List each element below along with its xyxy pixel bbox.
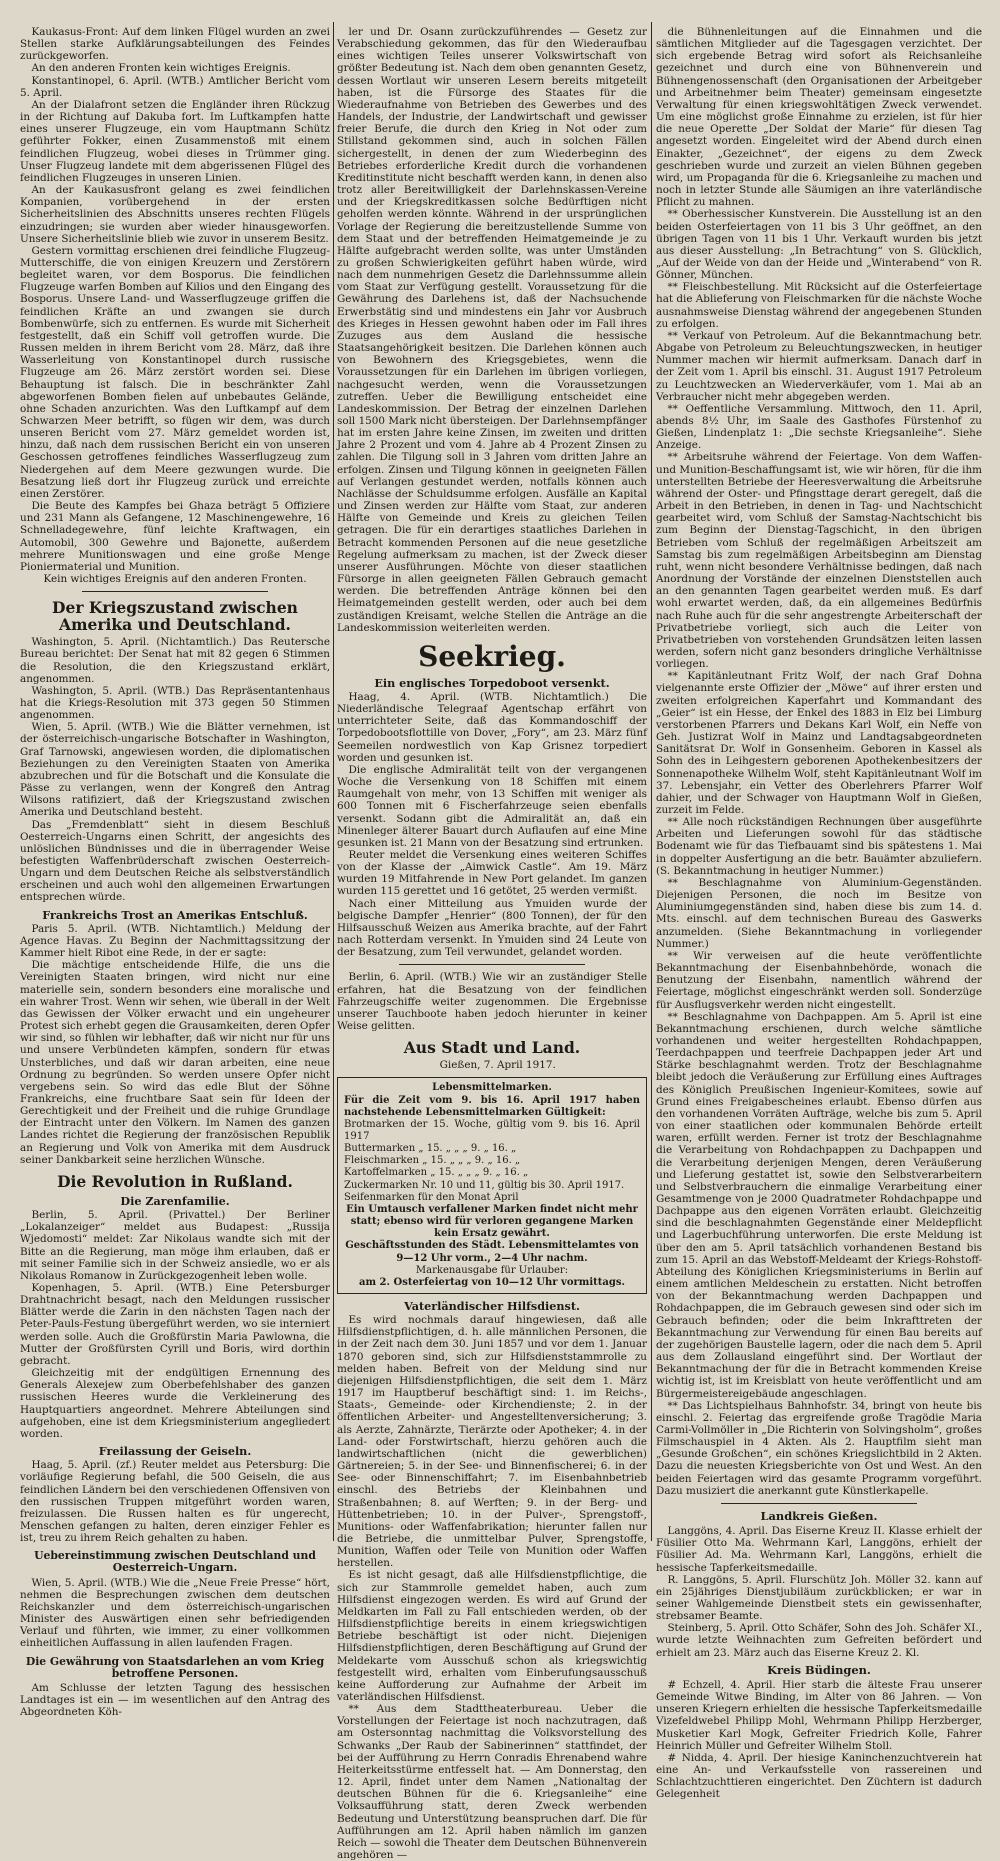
headline-landkreis: Landkreis Gießen. <box>760 1508 878 1523</box>
article-paragraph: Paris 5. April. (WTB. Nichtamtlich.) Meldung der Agence Havas. Zu Beginn der Nachmittagssitzung der Kammer hielt Ribot eine Rede, in der er sagte: <box>20 922 330 960</box>
dateline: Gießen, 7. April 1917. <box>439 1059 556 1072</box>
article-paragraph: Gleichzeitig mit der endgültigen Ernennung des Generals Alexejew zum Oberbefehlshaber des ganzen russischen Heeres wurde die Verkleinerung des Hauptquartiers angeordnet. Mehrere Abteilungen sind aufgehoben, eine ist dem Kriegsministerium angegliedert worden. <box>20 1367 330 1440</box>
article-paragraph: R. Langgöns, 5. April. Flurschütz Joh. Möller 32. kann auf ein 25jähriges Dienstjubiläum zurückblicken; er war in seiner Wahlgemeinde Dienstbeit stets ein gewissenhafter, strebsamer Beamte. <box>656 1573 982 1623</box>
article-paragraph: Nach einer Mitteilung aus Ymuiden wurde der belgische Dampfer „Henrier“ (800 Tonnen), der für den Hilfsausschuß Weizen aus Amerika brachte, auf der Fahrt nach Rotterdam versenkt. In Ymuiden sind 24 Leute von der Besatzung, zum Teil verwundet, gelandet worden. <box>337 897 647 959</box>
separator <box>82 591 268 592</box>
article-paragraph: Haag, 4. April. (WTB. Nichtamtlich.) Die Niederländische Telegraaf Agentschap erfährt von unterrichteter Seite, daß das Kommandoschiff der Torpedobootsflottille von Dover, „Fory“, am 23. März fünf Seemeilen nordwestlich von Kap Grisnez torpediert worden und gesunken ist. <box>337 690 647 764</box>
article-paragraph: ** Kapitänleutnant Fritz Wolf, der nach Graf Dohna vielgenannte erste Offizier der „Möwe“ auf ihrer ersten und zweiten erfolgreichen Kaperfahrt und Kommandant des „Geier“ ist ein Hesse, der Enkel des 1883 in Elz bei Limburg verstorbenen Pfarrers und Dekans Karl Wolf, ein Neffe von Geh. Justizrat Wolf in Mainz und Landtagsabgeordneten Sanitätsrat Dr. Wolf in Gonsenheim. Geboren in Kassel als Sohn des in Leihgestern geborenen Apothekenbesitzers der Sonnenapotheke Wilhelm Wolf, steht Kapitänleutnant Wolf im 37. Lebensjahr, ein Vetter des Oberlehrers Pfarrer Wolf dahier, und der Schwager von Hauptmann Wolf in Gießen, zurzeit im Felde. <box>656 670 982 816</box>
box-row: Brotmarken der 15. Woche, gültig vom 9. bis 16. April 1917 <box>344 1118 640 1142</box>
article-paragraph: ** Fleischbestellung. Mit Rücksicht auf die Osterfeiertage hat die Ablieferung von Fleischmarken für die nächste Woche ausnahmsweise Dienstag während der angegebenen Stunden zu erfolgen. <box>656 281 982 330</box>
article-paragraph: Es wird nochmals darauf hingewiesen, daß alle Hilfsdienstpflichtigen, d. h. alle männlichen Personen, die in der Zeit nach dem 30. Juni 1857 und vor dem 1. Januar 1870 geboren sind, sich zur Hilfsdienststammrolle zu melden haben. Befreit von der Meldung sind nur diejenigen Hilfsdienstpflichtigen, die seit dem 1. März 1917 im Hauptberuf beschäftigt sind: 1. im Reichs-, Staats-, Gemeinde- oder Kirchendienste; 2. in der öffentlichen Arbeiter- und Angestelltenversicherung; 3. als Aerzte, Zahnärzte, Tierärzte oder Apotheker; 4. in der Land- oder Forstwirtschaft, hierzu gehören auch die landwirtschaftlichen (nicht die gewerblichen) Gärtnereien; 5. in der See- und Binnenfischerei; 6. in der See- oder Binnenschiffahrt; 7. im Eisenbahnbetrieb einschl. des Betriebs der Kleinbahnen und Straßenbahnen; 8. auf Werften; 9. in der Berg- und Hüttenbetrieben; 10. in der Pulver-, Sprengstoff-, Munitions- oder Waffenfabrikation; hierunter fallen nur die Betriebe, die unmittelbar Pulver, Sprengstoffe, Munition, Waffen oder Teile von Munition oder Waffen herstellen. <box>337 1314 647 1570</box>
article-paragraph: Gestern vormittag erschienen drei feindliche Flugzeug-Mutterschiffe, die von einigen Kreuzern und Zerstörern begleitet waren, vor dem Bosporus. Die feindlichen Flugzeuge warfen Bomben auf Kilios und den Eingang des Bosporus. Unsere Land- und Wasserflugzeuge griffen die feindlichen Kräfte an und zwangen sie durch Bombenwürfe, sich zu entfernen. Es wurde mit Sicherheit festgestellt, daß ein Schiff voll getroffen wurde. Die Russen melden in ihrem Bericht vom 28. März, daß ihre Wasserleitung von Konstantinopel durch russische Flugzeuge am 26. März zerstört worden sei. Diese Behauptung ist falsch. Die in beschränkter Zahl abgeworfenen Bomben fielen auf unbebautes Gelände, ohne Schaden anzurichten. Was den Luftkampf auf dem Schwarzen Meer betrifft, so fügen wir dem, was durch unseren Bericht vom 27. März gemeldet worden ist, hinzu, daß nach dem russischen Bericht ein von unseren Geschossen getroffenes feindliches Wasserflugzeug zum Niedergehen auf dem Meere gezwungen wurde. Die Besatzung ließ dort ihr Flugzeug zurück und erreichte einen Zerstörer. <box>20 244 330 500</box>
column-left <box>20 26 330 1719</box>
article-paragraph: Am Schlusse der letzten Tagung des hessischen Landtages ist ein — im wesentlichen auf den Antrag des Abgeordneten Köh- <box>20 1681 330 1719</box>
article-paragraph: ** Verkauf von Petroleum. Auf die Bekanntmachung betr. Abgabe von Petroleum zu Beleuchtungszwecken, in heutiger Nummer machen wir hiermit aufmerksam. Danach darf in der Zeit vom 1. April bis einschl. 31. August 1917 Petroleum zu Leuchtzwecken an Wiederverkäufer, vom 1. Mai ab an Verbraucher nicht mehr abgegeben werden. <box>656 329 982 403</box>
box-title: Lebensmittelmarken. <box>432 1082 552 1094</box>
article-paragraph: Wien, 5. April. (WTB.) Wie die „Neue Freie Presse“ hört, nehmen die Besprechungen zwischen dem deutschen Reichskanzler und dem österreichisch-ungarischen Minister des Auswärtigen einen sehr befriedigenden Verlauf und führten, wie immer, zu einer vollkommen einheitlichen Auffassung in allen laufenden Fragen. <box>20 1576 330 1650</box>
article-paragraph: Die englische Admiralität teilt von der vergangenen Woche die Versenkung von 18 Schiffen mit einem Raumgehalt von mehr, von 13 Schiffen mit weniger als 600 Tonnen mit 6 Fischerfahrzeuge seien ebenfalls versenkt. Sodann gibt die Admiralität an, daß ein Minenleger älterer Bauart durch Auflaufen auf eine Mine gesunken ist. 21 Mann von der Besatzung sind ertrunken. <box>337 763 647 849</box>
article-paragraph: die Bühnenleitungen auf die Einnahmen und die sämtlichen Mitglieder auf die Tagesgagen verzichtet. Der sich ergebende Betrag wird sofort als Reichsanleihe gezeichnet und durch eine von Bühnenverein und Bühnengenossenschaft (den Organisationen der Arbeitgeber und Arbeitnehmer beim Theater) gemeinsam eingesetzte Verwaltung für einen kriegswohltätigen Zweck verwendet. Um eine möglichst große Einnahme zu erzielen, ist für hier die neue Operette „Der Soldat der Marie“ für diesen Tag angesetzt worden. Eingeleitet wird der Abend durch einen Einakter, „Gezeichnet“, der eigens zu dem Zweck geschrieben wurde und zurzeit an vielen Bühnen gegeben wird, um Propaganda für die 6. Kriegsanleihe zu machen und noch in letzter Stunde alle Säumigen an ihre vaterländische Pflicht zu mahnen. <box>656 26 982 209</box>
subheading-uebereinstimmung: Uebereinstimmung zwischen Deutschland und Oesterreich-Ungarn. <box>34 1549 316 1575</box>
subheading-torpedoboot: Ein englisches Torpedoboot versenkt. <box>374 675 610 690</box>
article-paragraph: An den anderen Fronten kein wichtiges Ereignis. <box>31 62 291 75</box>
article-paragraph: Das „Fremdenblatt“ sieht in diesem Beschluß Oesterreich-Ungarns einen Schritt, der angesichts des unlöslichen Bündnisses und die in überragender Weise befestigten Waffenbrüderschaft zwischen Oesterreich-Ungarn und dem Deutschen Reiche als selbstverständlich erscheinen und auch wohl den allgemeinen Erwartungen entsprechen würde. <box>20 818 330 904</box>
column-divider <box>333 22 334 1541</box>
article-paragraph: ** Aus dem Stadttheaterbureau. Ueber die Vorstellungen der Feiertage ist noch nachzutragen, daß am Ostersonntag nachmittag die Volksvorstellung des Schwanks „Der Raub der Sabinerinnen“ stattfindet, der bei der Aufführung zu Herrn Conradis Ehrenabend wahre Heiterkeitsstürme entfesselt hat. — Am Donnerstag, den 12. April, findet unter dem Namen „Nationaltag der deutschen Bühnen für die 6. Kriegsanleihe“ eine Volksaufführung statt, deren Zweck werbenden Bedeutung und Unterstützung beanspruchen darf. Die für Aufführungen am 12. April haben nämlich im ganzen Reich — sowohl die Theater dem Deutschen Bühnenverein angehören — <box>337 1703 647 1861</box>
article-paragraph: An der Dialafront setzen die Engländer ihren Rückzug in der Richtung auf Dakuba fort. Im Luftkampfen hatte eines unserer Flugzeuge, ein vom Hauptmann Schütz geführter Fokker, einen Zusammenstoß mit einem feindlichen Flugzeug, wobei dieses in Trümmer ging. Unser Flugzeug landete mit dem abgerissenen Flügel des feindlichen Flugzeuges in unseren Linien. <box>20 98 330 184</box>
article-paragraph: ** Oeffentliche Versammlung. Mittwoch, den 11. April, abends 8½ Uhr, im Saale des Gasthofes Fürstenhof zu Gießen, Lindenplatz 1: „Die sechste Kriegsanleihe“. Siehe Anzeige. <box>656 402 982 452</box>
separator <box>399 964 585 965</box>
article-paragraph: # Echzell, 4. April. Hier starb die älteste Frau unserer Gemeinde Witwe Binding, im Alter von 86 Jahren. — Von unseren Kriegern erhielten die hessische Tapferkeitsmedaille Vizefeldwebel Philipp Mohl, Wehrmann Philipp Herzberger, Musketier Karl Mogk, Gefreiter Friedrich Kolle, Fahrer Heinrich Müller und Gefreiter Wilhelm Stoll. <box>656 1678 982 1752</box>
column-right <box>656 26 982 1801</box>
article-paragraph: Reuter meldet die Versenkung eines weiteren Schiffes von der Klasse der „Aimwick Castle“. Am 19. März wurden 19 Mitfahrende in New Port gelandet. Im ganzen wurden 115 gerettet und 16 getötet, 25 werden vermißt. <box>337 849 647 898</box>
article-paragraph: An der Kaukasusfront gelang es zwei feindlichen Kompanien, vorübergehend in der ersten Sicherheitslinien des Abschnitts unseres rechten Flügels einzudringen; sie wurden aber wieder hinausgeworfen. Unsere Sicherheitslinie blieb wie zuvor in unserem Besitz. <box>20 184 330 245</box>
box-row: Kartoffelmarken „ 15. „ „ „ 9. „ 16. „ <box>344 1167 529 1179</box>
article-paragraph: Washington, 5. April. (WTB.) Das Repräsentantenhaus hat die Kriegs-Resolution mit 373 gegen 50 Stimmen angenommen. <box>20 684 330 722</box>
headline-revolution: Die Revolution in Rußland. <box>57 1171 293 1191</box>
headline-buedingen: Kreis Büdingen. <box>767 1662 871 1677</box>
article-paragraph: Die Beute des Kampfes bei Ghaza beträgt 5 Offiziere und 231 Mann als Gefangene, 12 Maschinengewehre, 16 Schnelladegewehre, fünf leichte Kraftwagen, ein Automobil, 300 Gewehre und Bajonette, außerdem mehrere Munitionswagen und eine große Menge Pioniermaterial und Munition. <box>20 500 330 573</box>
article-paragraph: Kaukasus-Front: Auf dem linken Flügel wurden an zwei Stellen starke Aufklärungsabteilungen des Feindes zurückgeworfen. <box>20 26 330 63</box>
box-note: Ein Umtausch verfallener Marken findet nicht mehr statt; ebenso wird für verloren gegangene Marken kein Ersatz gewährt. <box>346 1203 638 1240</box>
headline-seekrieg: Seekrieg. <box>418 639 566 673</box>
article-paragraph: ** Alle noch rückständigen Rechnungen über ausgeführte Arbeiten und Lieferungen sowohl für das städtische Bodenamt wie für das Tiefbauamt sind bis spätestens 1. Mai in doppelter Ausfertigung an die betr. Bauämter abzuliefern. (S. Bekanntmachung in heutiger Nummer.) <box>656 816 982 877</box>
article-paragraph: ** Beschlagnahme von Aluminium-Gegenständen. Diejenigen Personen, die noch im Besitze von Aluminiumgegenständen sind, haben diese bis zum 14. d. Mts. einschl. auf dem technischen Bureau des Gaswerks anzumelden. (Siehe Bekanntmachung in vorliegender Nummer.) <box>656 876 982 950</box>
box-note: Markenausgabe für Urlauber: <box>415 1264 569 1276</box>
subheading-hilfsdienst: Vaterländischer Hilfsdienst. <box>404 1299 580 1313</box>
box-row: Fleischmarken „ 15. „ „ „ 9. „ 16. „ <box>344 1155 521 1167</box>
article-paragraph: Steinberg, 5. April. Otto Schäfer, Sohn des Joh. Schäfer XI., wurde letzte Weihnachten zum Gefreiten befördert und erhielt am 23. März auch das Eiserne Kreuz 2. Kl. <box>656 1622 982 1659</box>
article-paragraph: Kein wichtiges Ereignis auf den anderen Fronten. <box>43 573 307 586</box>
article-paragraph: # Nidda, 4. April. Der hiesige Kaninchenzuchtverein hat eine An- und Verkaufsstelle von rassereinen und Schlachtzuchttieren eingerichtet. Den Züchtern ist dadurch Gelegenheit <box>656 1751 982 1801</box>
box-row: Zuckermarken Nr. 10 und 11, gültig bis 30. April 1917. <box>344 1179 625 1191</box>
article-paragraph: ** Wir verweisen auf die heute veröffentlichte Bekanntmachung der Eisenbahnbehörde, wonach die Benutzung der Eisenbahn, namentlich während der Feiertage, möglichst eingeschränkt werden soll. Sonderzüge für Ausflugsverkehr werden nicht eingestellt. <box>656 949 982 1011</box>
headline-amerika: Der Kriegszustand zwischen Amerika und Deutschland. <box>52 598 298 635</box>
article-paragraph: Berlin, 6. April. (WTB.) Wie wir an zuständiger Stelle erfahren, hat die Besatzung von der feindlichen Fahrzeugschiffe weiter zugenommen. Die Ergebnisse unserer Tauchboote haben jedoch hierunter in keiner Weise gelitten. <box>337 971 647 1033</box>
column-divider <box>651 22 652 1541</box>
article-paragraph: Konstantinopel, 6. April. (WTB.) Amtlicher Bericht vom 5. April. <box>20 74 330 99</box>
article-paragraph: Die mächtige entscheidende Hilfe, die uns die Vereinigten Staaten bringen, wird nicht nur eine materielle sein, sondern besonders eine moralische und ein wahrer Trost. Wenn wir sehen, wie überall in der Welt das Gewissen der Völker erwacht und ein ungeheurer Protest sich erhebt gegen die Grausamkeiten, deren Opfer wir sind, so fühlen wir lebhafter, daß wir nicht nur für uns und unsere Verbündeten kämpfen, sondern für etwas Unsterbliches, und daß wir daran arbeiten, eine neue Ordnung zu begründen. So werden unsere Opfer nicht vergebens sein. So wird das edle Blut der Söhne Frankreichs, eine fruchtbare Saat sein für Ideen der Gerechtigkeit und der Freiheit und die ruhige Grundlage der Eintracht unter den Völkern. Im Namen des ganzen Landes richtet die Regierung der französischen Republik an Regierung und Volk von Amerika mit dem Ausdruck seiner Dankbarkeit seine herzlichen Wünsche. <box>20 959 330 1166</box>
article-paragraph: Haag, 5. April. (zf.) Reuter meldet aus Petersburg: Die vorläufige Regierung befahl, die 500 Geiseln, die aus feindlichen Ländern bei den verschiedenen Offensiven von den russischen Truppen mitgeführt worden waren, freizulassen. Die Russen halten es für ungerecht, Menschen gefangen zu halten, deren einziger Fehler es ist, treu zu ihrem Reich gehalten zu haben. <box>20 1459 330 1545</box>
subheading-gewaehrung: Die Gewährung von Staatsdarlehen an vom Krieg betroffene Personen. <box>25 1654 325 1680</box>
box-note: Geschäftsstunden des Städt. Lebensmittelamtes von 9—12 Uhr vorm., 2—4 Uhr nachm. <box>345 1240 639 1264</box>
article-paragraph: ** Das Lichtspielhaus Bahnhofstr. 34, bringt von heute bis einschl. 2. Feiertag das ergreifende große Tragödie Maria Carmi-Vollmöller in „Die Richterin von Solvingsholm“, großes Filmschauspiel in 4 Akten. Als 2. Hauptfilm sieht man „Gesunde Großchen“, ein schönes Kriegslichtbild in 2 Akten. Dazu die neuesten Kriegsberichte von Ost und West. An den beiden Feiertagen wird das gesamte Programm vorgeführt. Dazu musiziert die anerkannt gute Künstlerkapelle. <box>656 1399 982 1497</box>
article-paragraph: Berlin, 5. April. (Privattel.) Der Berliner „Lokalanzeiger“ meldet aus Budapest: „Russija Wjedomosti“ meldet: Zar Nikolaus wandte sich mit der Bitte an die Regierung, man möge ihm erlauben, daß er mit seiner Familie sich in der Schweiz ansiedle, wo er als Nikolaus Romanow in Zurückgezogenheit leben wolle. <box>20 1209 330 1282</box>
article-paragraph: Es ist nicht gesagt, daß alle Hilfsdienstpflichtige, die sich zur Stammrolle gemeldet haben, auch zum Hilfsdienst eingezogen werden. Es wird auf Grund der Meldkarten im Fall zu Fall entschieden werden, ob der Hilfsdienstpflichtige bereits in einem kriegswichtigen Betriebe beschäftigt ist oder nicht. Diejenigen Hilfsdienstpflichtigen, deren Beschäftigung auf Grund der Meldekarte vom Ausschuß schon als kriegswichtig festgestellt wird, erhalten vom Einberufungsausschuß keine Aufforderung zur Aufnahme der Arbeit im vaterländischen Hilfsdienst. <box>337 1569 647 1703</box>
article-paragraph: ** Oberhessischer Kunstverein. Die Ausstellung ist an den beiden Osterfeiertagen von 11 bis 3 Uhr geöffnet, an den übrigen Tagen von 11 bis 1 Uhr. Verkauft wurden bis jetzt aus dieser Ausstellung: „In Betrachtung“ von S. Glücklich, „Auf der Weide von dan der Heide und „Winterabend“ von R. Gönner, München. <box>656 208 982 282</box>
box-intro: Für die Zeit vom 9. bis 16. April 1917 haben nachstehende Lebensmittelmarken Gültigkeit: <box>344 1094 640 1118</box>
box-note: am 2. Osterfeiertag von 10—12 Uhr vormittags. <box>359 1276 625 1288</box>
article-paragraph: Kopenhagen, 5. April. (WTB.) Eine Petersburger Drahtnachricht besagt, nach den Meldungen russischer Blätter werde die Zarin in den nächsten Tagen nach der Peter-Pauls-Festung übergeführt werden, wo sie interniert werden solle. Auch die Großfürstin Maria Pawlowna, die Mutter der Großfürsten Cyrill und Boris, wird dorthin gebracht. <box>20 1282 330 1367</box>
subheading-frankreich: Frankreichs Trost an Amerikas Entschluß. <box>42 907 308 922</box>
article-paragraph: ler und Dr. Osann zurückzuführendes — Gesetz zur Verabschiedung gekommen, das für den Wiederaufbau eines wichtigen Teiles unserer Volkswirtschaft von größter Bedeutung ist. Nach dem oben genannten Gesetz, dessen Wortlaut wir unseren Lesern bereits mitgeteilt haben, ist die Fürsorge des Staates für die Wiederaufnahme von Betrieben des Gewerbes und des Handels, der Industrie, der Landwirtschaft und gewisser freier Berufe, die durch den Krieg in Not oder zum Stillstand gekommen sind, auch in solchen Fällen sichergestellt, in denen der zum Wiederbeginn des Betriebes erforderliche Kredit durch die vorhandenen Kreditinstitute nicht beschafft werden kann, in denen also trotz aller Bereitwilligkeit der Darlehnskassen-Vereine und der Kriegskreditkassen solche Bedürftigen nicht geholfen werden könnte. Während in der ursprünglichen Vorlage der Regierung die bereitzustellende Summe von dem Staat und der betreffenden Heimatgemeinde je zu Hälfte aufgebracht werden sollte, was unter Umständen zu großen Schwierigkeiten geführt haben würde, wird nach dem nunmehrigen Gesetz die Darlehnssumme allein vom Staat zur Verfügung gestellt. Voraussetzung für die Gewährung des Darlehens ist, daß der Nachsuchende Erwerbstätig sind und mindestens ein Jahr vor Ausbruch des Krieges in Hessen gewohnt haben oder im Fall ihres Zuzuges aus dem Ausland die hessische Staatsangehörigkeit besitzen. Die Darlehen können auch von Bewohnern des Kriegsgebietes, wenn die Voraussetzungen für ein Darlehen im übrigen vorliegen, nachgesucht werden, wenn die Voraussetzungen zutreffen. Ueber die Bewilligung entscheidet eine Landeskommission. Der Betrag der einzelnen Darlehen soll 1500 Mark nicht übersteigen. Der Darlehnsempfänger hat im ersten Jahre keine Zinsen, im zweiten und dritten Jahre 2 Prozent und vom 4. Jahre ab 4 Prozent Zinsen zu zahlen. Die Tilgung soll in 3 Jahren vom dritten Jahre an erfolgen. Zinsen und Tilgung können in geeigneten Fällen auf Verlangen gestundet werden, notfalls können auch Nachlässe der Schuldsumme erfolgen. Ausfälle an Kapital und Zinsen werden zur Hälfte vom Staat, zur anderen Hälfte von Gemeinde und Kreis zu gleichen Teilen getragen. Die für ein derartiges staatliches Darlehen in Betracht kommenden Personen auf die neue gesetzliche Regelung aufmerksam zu machen, ist der Zweck dieser unserer Ausführungen. Möchte von dieser staatlichen Fürsorge in allen geeigneten Fällen Gebrauch gemacht werden. Die betreffenden Anträge können bei den Heimatgemeinden gestellt werden, oder auch bei dem zuständigen Kreisamt, welche Stellen die Anträge an die Landeskommission weiterleiten werden. <box>337 26 647 634</box>
article-paragraph: Washington, 5. April. (Nichtamtlich.) Das Reutersche Bureau berichtet: Der Senat hat mit 82 gegen 6 Stimmen die Resolution, die den Kriegszustand erklärt, angenommen. <box>20 636 330 685</box>
article-paragraph: Langgöns, 4. April. Das Eiserne Kreuz II. Klasse erhielt der Füsilier Otto Ma. Wehrmann Karl, Langgöns, erhielt der Füsilier Ad. Ma. Wehrmann Karl, Langgöns, erhielt die hessische Tapferkeitsmedaille. <box>656 1525 982 1574</box>
subheading-zarenfamilie: Die Zarenfamilie. <box>120 1193 230 1208</box>
separator <box>721 1503 917 1504</box>
lebensmittelmarken-box <box>337 1077 647 1294</box>
article-paragraph: ** Beschlagnahme von Dachpappen. Am 5. April ist eine Bekanntmachung erschienen, durch welche sämtliche vorhandenen und weiter hergestellten Rohdachpappen, Teerdachpappen und teerfreie Dachpappen jeder Art und Stärke beschlagnahmt werden. Trotz der Beschlagnahme bleibt jedoch die Veräußerung zur Erfüllung eines Auftrages des Königlich Preußischen Ingenieur-Komitees, sowie auf Grund eines Freigabescheines erlaubt. Ebenso dürfen aus den vorhandenen Vorräten Aufträge, welche bis zum 5. April von einer staatlichen oder kommunalen Behörde erteilt waren, erfüllt werden. Ferner ist trotz der Beschlagnahme die Verarbeitung von Rohdachpappen zu Dachpappen und die Verarbeitung derjenigen Mengen, deren Veräußerung und Lieferung gestattet ist, sowie den Selbstverarbeitern und Selbstverbrauchern die einmalige Verarbeitung einer Gesamtmenge von je 2000 Quadratmeter Rohdachpappe und Dachpappe aus den eigenen Vorräten erlaubt. Gleichzeitig sind die beschlagnahmten Gegenstände einer Meldepflicht und Lagerbuchführung unterworfen. Die erste Meldung ist über den am 5. April tatsächlich vorhandenen Bestand bis zum 15. April an das Webstoff-Meldeamt der Kriegs-Rohstoff-Abteilung des Königlichen Kriegsministeriums in Berlin auf einem amtlichen Meldeschein zu erstatten. Nicht betroffen von der Bekanntmachung werden Dachpappen und Rohdachpappen, die im Gebrauch gewesen sind oder sich im Gebrauch befinden; oder die beim Inkrafttreten der Bekanntmachung zur Verwendung für einen Bau bereits auf der zugehörigen Baustelle lagern, oder die nach dem 5. April aus dem Zollausland eingeführt sind. Der Wortlaut der Bekanntmachung der für die in Betracht kommenden Kreise wichtig ist, ist im Kreisblatt von heute veröffentlicht und am Bürgermeistereigebäude angeschlagen. <box>656 1010 982 1400</box>
article-paragraph: Wien, 5. April. (WTB.) Wie die Blätter vernehmen, ist der österreichisch-ungarische Botschafter in Washington, Graf Tarnowski, angewiesen worden, die diplomatischen Beziehungen zu den Vereinigten Staaten von Amerika abzubrechen und für die Botschaft und die Konsulate die Pässe zu verlangen, wenn der Kongreß den Antrag Wilsons ratifiziert, daß der Kriegszustand zwischen Amerika und Deutschland besteht. <box>20 721 330 819</box>
column-middle <box>337 26 647 1861</box>
subheading-geiseln: Freilassung der Geiseln. <box>98 1444 252 1459</box>
headline-stadt-land: Aus Stadt und Land. <box>403 1038 581 1058</box>
box-row: Seifenmarken für den Monat April <box>344 1191 519 1203</box>
box-row: Buttermarken „ 15. „ „ „ 9. „ 16. „ <box>344 1143 517 1155</box>
article-paragraph: ** Arbeitsruhe während der Feiertage. Von dem Waffen- und Munition-Beschaffungsamt ist, wie wir hören, für die ihm unterstellten Betriebe der Heeresverwaltung die Arbeitsruhe während der Oster- und Pfingsttage derart geregelt, daß die Arbeit in den Betrieben, in denen in Tag- und Nachtschicht gearbeitet wird, vom Schluß der Samstag-Nachtschicht bis zum Beginn der Dienstag-Tagschicht, in den übrigen Betrieben vom Schluß der regelmäßigen Arbeitszeit am Samstag bis zum regelmäßigen Arbeitsbeginn am Dienstag ruht, wenn nicht besondere Verhältnisse bedingen, daß nach Anordnung der Vorstände der einzelnen Dienststellen auch an den genannten Tagen gearbeitet werden muß. Es darf wohl erwartet werden, daß, da ein allgemeines Bedürfnis nach Ruhe auch für die sehr angestrengte Arbeiterschaft der Privatbetriebe vorliegt, sich auch die Leiter von Privatbetrieben von vorstehenden Grundsätzen leiten lassen werden, sofern nicht ganz besonders dringliche Verhältnisse vorliegen. <box>656 451 982 671</box>
